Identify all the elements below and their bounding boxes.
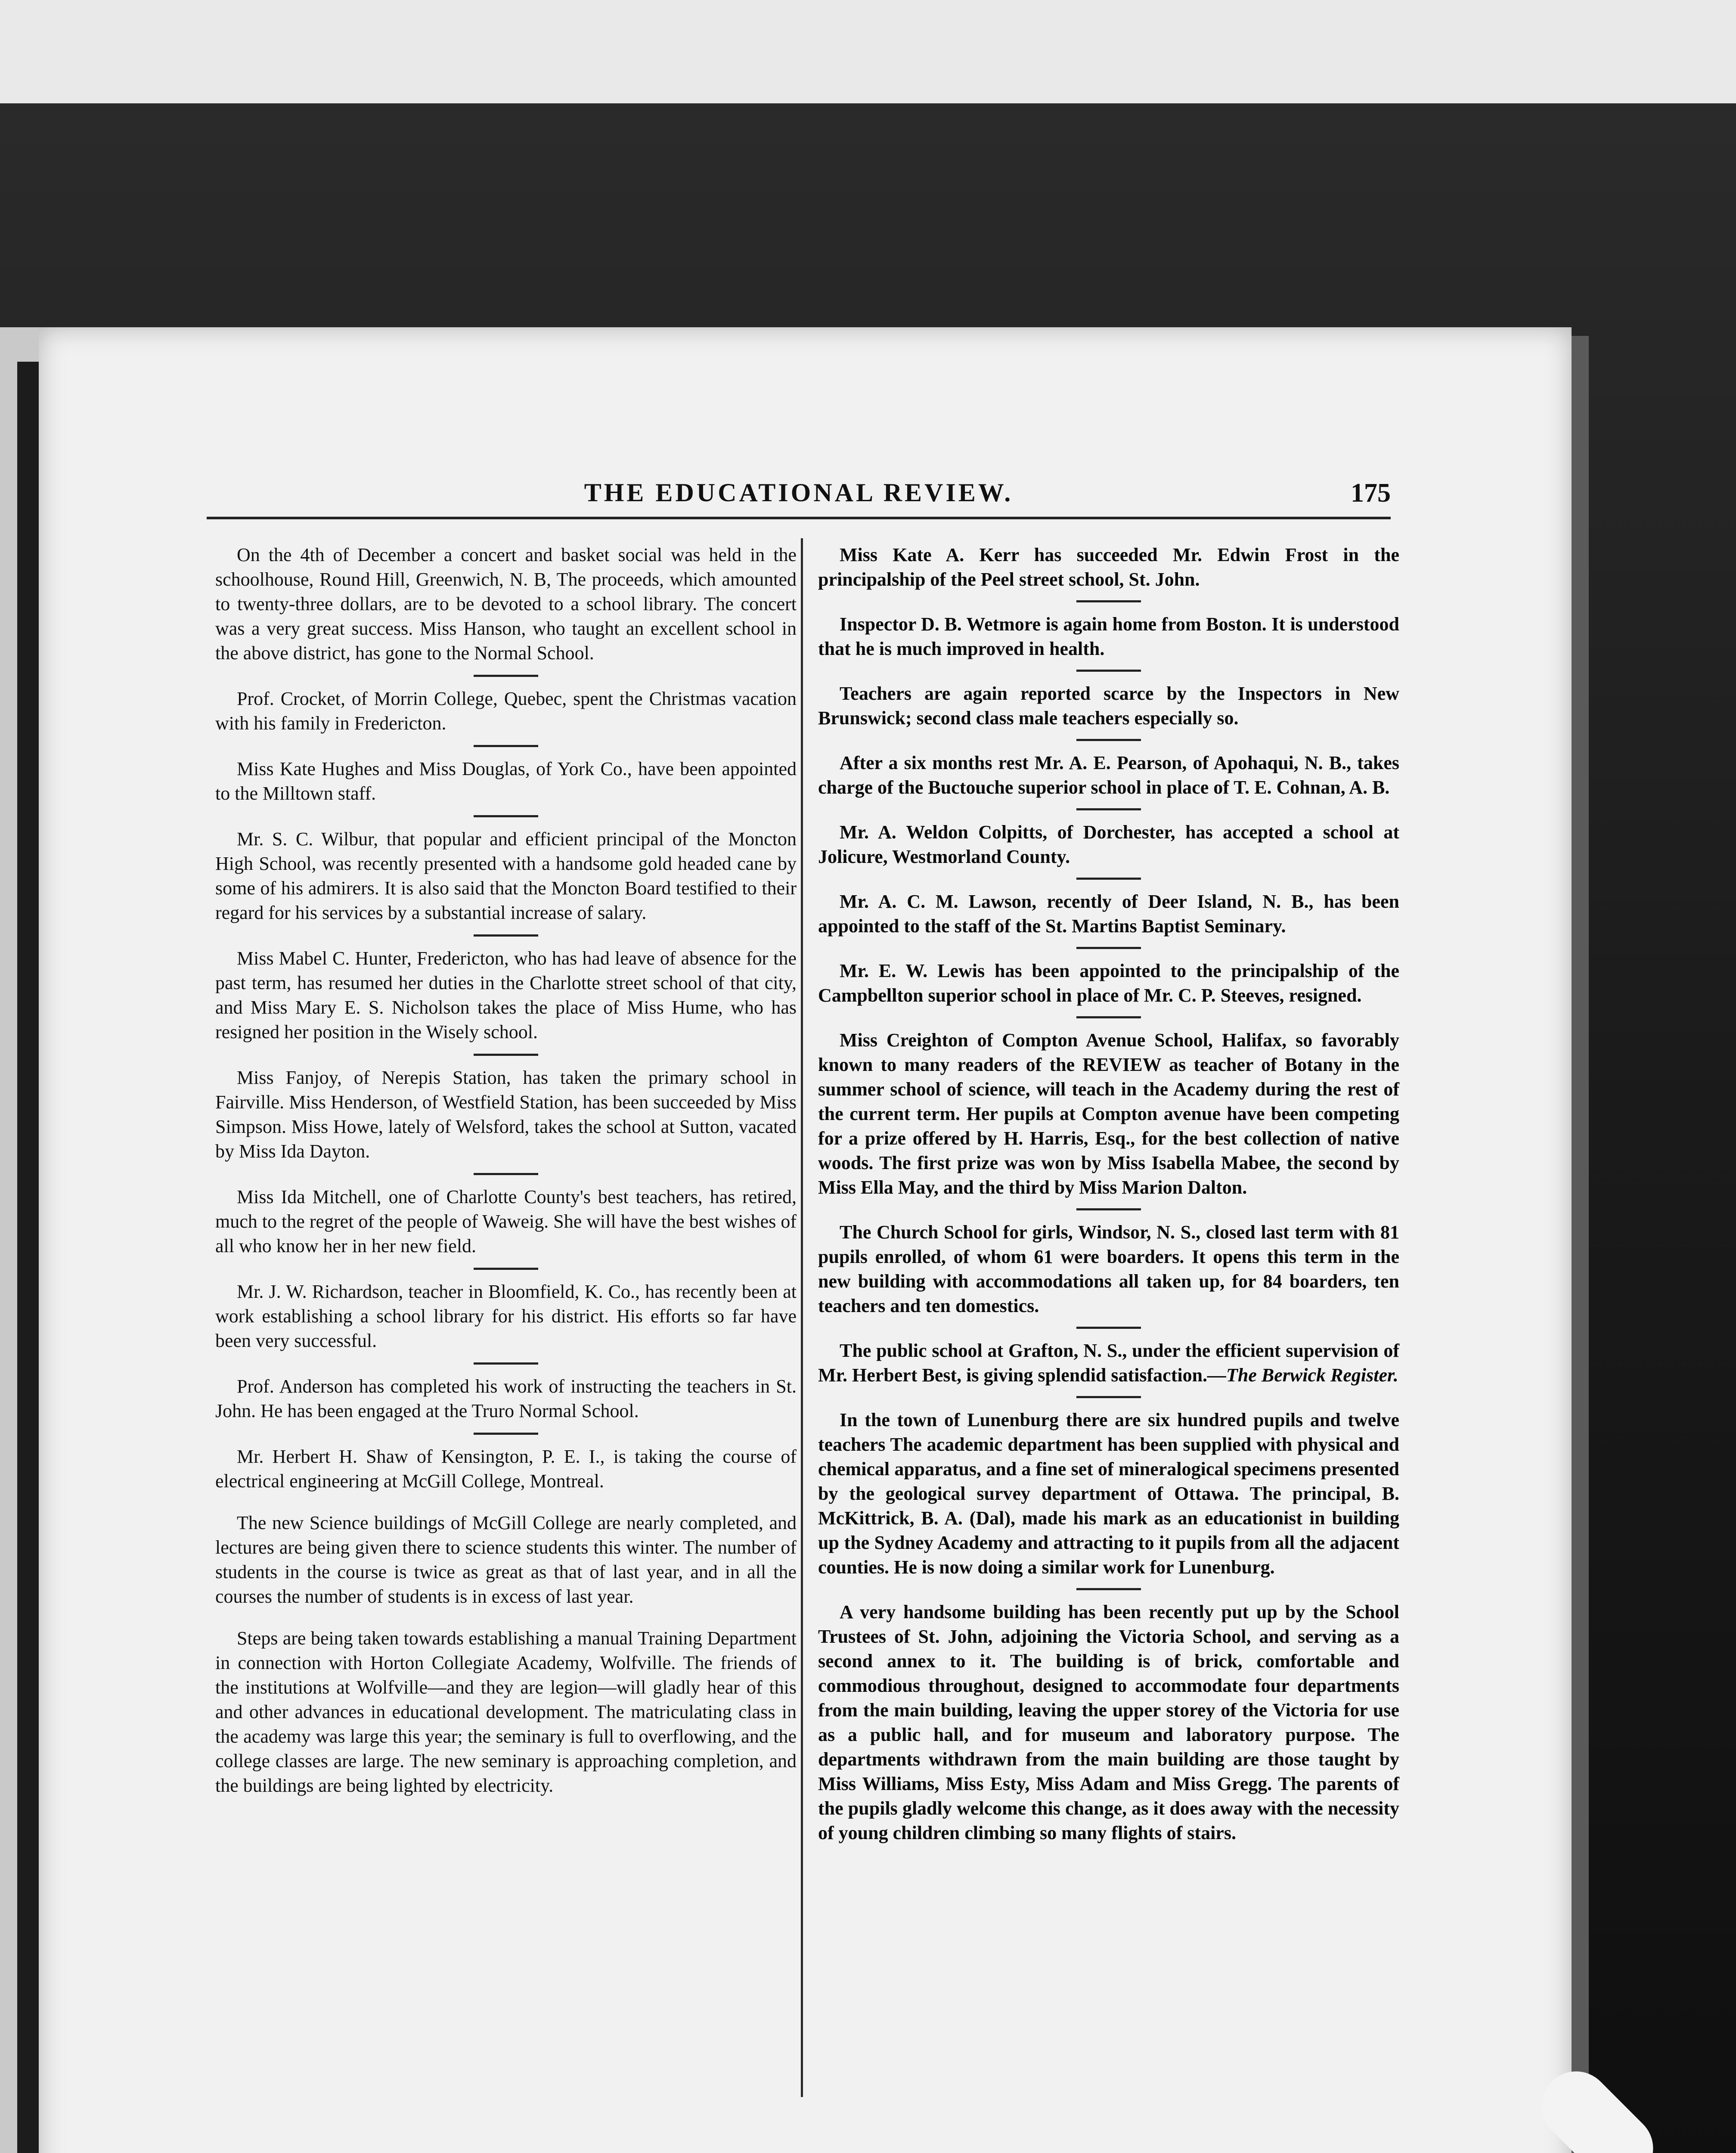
news-item: Mr. Herbert H. Shaw of Kensington, P. E. I., is taking the course of electrical engineering at McGill College, Montreal. bbox=[215, 1446, 797, 1492]
news-item: Mr. E. W. Lewis has been appointed to the principalship of the Campbellton superior school in place of Mr. C. P. Steeves, resigned. bbox=[818, 960, 1399, 1006]
film-margin-top bbox=[0, 0, 1736, 103]
news-item: Teachers are again reported scarce by the Inspectors in New Brunswick; second class male teachers especially so. bbox=[818, 683, 1399, 729]
item-separator bbox=[1076, 808, 1141, 810]
item-separator bbox=[1076, 600, 1141, 602]
item-separator bbox=[474, 675, 538, 677]
news-item: Prof. Anderson has completed his work of instructing the teachers in St. John. He has been engaged at the Truro Normal School. bbox=[215, 1376, 797, 1421]
item-separator bbox=[1076, 1327, 1141, 1329]
item-separator bbox=[474, 1054, 538, 1056]
item-separator bbox=[474, 934, 538, 937]
news-item: On the 4th of December a concert and basket social was held in the schoolhouse, Round Hill, Greenwich, N. B, The proceeds, which amounted to twenty-three dollars, are to be devoted to a school library. The concert was a very great success. Miss Hanson, who taught an excellent school in the above district, has gone to the Normal School. bbox=[215, 544, 797, 664]
news-item: The new Science buildings of McGill College are nearly completed, and lectures are being given there to science students this winter. The number of students in the course is twice as great as that of last year, and in all the courses the number of students is in excess of last year. bbox=[215, 1512, 797, 1607]
news-item: Miss Fanjoy, of Nerepis Station, has taken the primary school in Fairville. Miss Henderson, of Westfield Station, has been succeeded by Miss Simpson. Miss Howe, lately of Welsford, takes the school at Sutton, vacated by Miss Ida Dayton. bbox=[215, 1067, 797, 1162]
news-item: The Church School for girls, Windsor, N. S., closed last term with 81 pupils enrolled, of whom 61 were boarders. It opens this term in the new building with accommodations all taken up, for 84 boarders, ten teachers and ten domestics. bbox=[818, 1222, 1399, 1316]
item-separator bbox=[1076, 878, 1141, 880]
news-item: Prof. Crocket, of Morrin College, Quebec, spent the Christmas vacation with his family in Fredericton. bbox=[215, 688, 797, 734]
news-item: In the town of Lunenburg there are six hundred pupils and twelve teachers The academic department has been supplied with physical and chemical apparatus, and a fine set of mineralogical specimens presented by the geological survey department of Ottawa. The principal, B. McKittrick, B. A. (Dal), made his mark as an educationist in building up the Sydney Academy and attracting to it pupils from all the adjacent counties. He is now doing a similar work for Lunenburg. bbox=[818, 1409, 1399, 1578]
news-item: Mr. S. C. Wilbur, that popular and efficient principal of the Moncton High School, was recently presented with a handsome gold headed cane by some of his admirers. It is also said that the Moncton Board testified to their regard for his services by a substantial increase of salary. bbox=[215, 828, 797, 923]
item-separator bbox=[1076, 1396, 1141, 1398]
item-separator bbox=[1076, 1588, 1141, 1590]
running-head bbox=[207, 478, 1391, 519]
news-item: Mr. A. Weldon Colpitts, of Dorchester, has accepted a school at Jolicure, Westmorland County. bbox=[818, 822, 1399, 867]
item-separator bbox=[1076, 670, 1141, 672]
journal-title: THE EDUCATIONAL REVIEW. bbox=[584, 478, 1014, 507]
news-item: After a six months rest Mr. A. E. Pearson, of Apohaqui, N. B., takes charge of the Buctouche superior school in place of T. E. Cohnan, A. B. bbox=[818, 752, 1399, 798]
news-item-grafton bbox=[818, 1338, 1399, 1387]
news-item: Miss Creighton of Compton Avenue School, Halifax, so favorably known to many readers of the REVIEW as teacher of Botany in the summer school of science, will teach in the Academy during the rest of the current term. Her pupils at Compton avenue have been competing for a prize offered by H. Harris, Esq., for the best collection of native woods. The first prize was won by Miss Isabella Mabee, the second by Miss Ella May, and the third by Miss Marion Dalton. bbox=[818, 1030, 1399, 1198]
news-item: Inspector D. B. Wetmore is again home from Boston. It is understood that he is much improved in health. bbox=[818, 614, 1399, 659]
column-divider bbox=[801, 538, 803, 2097]
item-separator bbox=[474, 1173, 538, 1175]
news-item: Steps are being taken towards establishing a manual Training Department in connection with Horton Collegiate Academy, Wolfville. The friends of the institutions at Wolfville—and they are legion—will gladly hear of this and other advances in educational development. The matriculating class in the academy was large this year; the seminary is full to overflowing, and the college classes are large. The new seminary is approaching completion, and the buildings are being lighted by electricity. bbox=[215, 1628, 797, 1796]
item-separator bbox=[474, 1268, 538, 1270]
news-item: Miss Mabel C. Hunter, Fredericton, who has had leave of absence for the past term, has resumed her duties in the Charlotte street school of that city, and Miss Mary E. S. Nicholson takes the place of Miss Hume, who has resigned her position in the Wisely school. bbox=[215, 948, 797, 1042]
news-item: Mr. A. C. M. Lawson, recently of Deer Island, N. B., has been appointed to the staff of the St. Martins Baptist Seminary. bbox=[818, 891, 1399, 937]
news-item-text: The public school at Grafton, N. S., under the efficient supervision of Mr. Herbert Best, is giving splendid satisfaction. bbox=[818, 1340, 1399, 1386]
item-separator bbox=[1076, 947, 1141, 949]
news-item: Miss Kate A. Kerr has succeeded Mr. Edwin Frost in the principalship of the Peel street school, St. John. bbox=[818, 544, 1399, 590]
news-item: Mr. J. W. Richardson, teacher in Bloomfield, K. Co., has recently been at work establishing a school library for his district. His efforts so far have been very successful. bbox=[215, 1281, 797, 1351]
left-column bbox=[215, 543, 797, 1815]
item-separator bbox=[474, 815, 538, 817]
news-item: Miss Kate Hughes and Miss Douglas, of York Co., have been appointed to the Milltown staff. bbox=[215, 758, 797, 804]
item-separator bbox=[1076, 1016, 1141, 1018]
item-separator bbox=[1076, 739, 1141, 741]
source-attribution: —The Berwick Register. bbox=[1207, 1365, 1398, 1386]
item-separator bbox=[474, 1362, 538, 1365]
item-separator bbox=[1076, 1208, 1141, 1210]
item-separator bbox=[474, 1433, 538, 1435]
news-item: Miss Ida Mitchell, one of Charlotte County's best teachers, has retired, much to the regret of the people of Waweig. She will have the best wishes of all who know her in her new field. bbox=[215, 1186, 797, 1256]
news-item: A very handsome building has been recently put up by the School Trustees of St. John, adjoining the Victoria School, and serving as a second annex to it. The building is of brick, comfortable and commodious throughout, designed to accommodate four departments from the main building, leaving the upper storey of the Victoria for use as a public hall, and for museum and laboratory purpose. The departments withdrawn from the main building are those taught by Miss Williams, Miss Esty, Miss Adam and Miss Gregg. The parents of the pupils gladly welcome this change, as it does away with the necessity of young children climbing so many flights of stairs. bbox=[818, 1601, 1399, 1843]
page-edge bbox=[1572, 336, 1589, 2153]
page-number: 175 bbox=[1351, 478, 1391, 508]
right-column bbox=[818, 543, 1399, 1861]
item-separator bbox=[474, 745, 538, 747]
